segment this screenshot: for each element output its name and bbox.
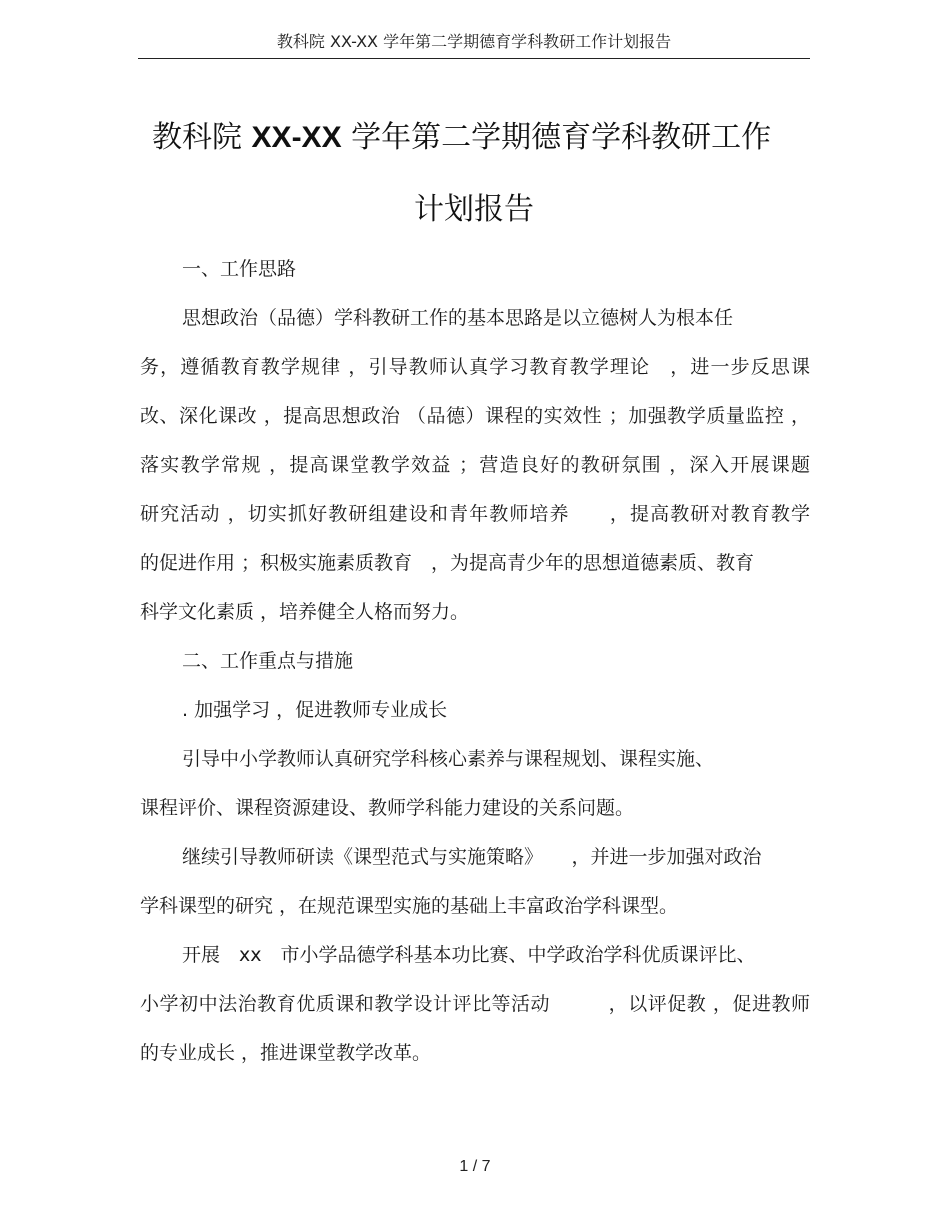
- section-heading-key-measures: 二、工作重点与措施: [182, 650, 354, 672]
- paragraph-line: 研究活动 ，切实抓好教研组建设和青年教师培养 ，提高教研对教育教学: [140, 503, 810, 525]
- paragraph-line: 的促进作用 ；积极实施素质教育 ，为提高青少年的思想道德素质、教育: [140, 552, 755, 574]
- paragraph-line: 继续引导教师研读《课型范式与实施策略》 ，并进一步加强对政治: [182, 846, 762, 868]
- paragraph-line: 科学文化素质 ，培养健全人格而努力。: [140, 601, 470, 623]
- title-prefix: 教科院: [152, 120, 252, 155]
- paragraph-line: 学科课型的研究 ，在规范课型实施的基础上丰富政治学科课型。: [140, 895, 679, 917]
- paragraph-line: 思想政治（品德）学科教研工作的基本思路是以立德树人为根本任: [182, 307, 734, 329]
- paragraph-line: 务，遵循教育教学规律 ，引导教师认真学习教育教学理论 ，进一步反思课: [140, 356, 810, 378]
- section-heading-work-approach: 一、工作思路: [182, 258, 297, 280]
- document-title-line-1: [152, 112, 824, 156]
- document-title-line-2: 计划报告: [414, 192, 534, 227]
- paragraph-line: 小学初中法治教育优质课和教学设计评比等活动 ，以评促教 ，促进教师: [140, 993, 810, 1015]
- paragraph-line: 改、深化课改 ，提高思想政治 （品德）课程的实效性 ；加强教学质量监控 ，: [140, 405, 810, 427]
- paragraph-line: 落实教学常规 ，提高课堂教学效益 ；营造良好的教研氛围 ，深入开展课题: [140, 454, 810, 476]
- paragraph-line: 的专业成长 ，推进课堂教学改革。: [140, 1042, 432, 1064]
- title-suffix: 学年第二学期德育学科教研工作: [341, 120, 772, 155]
- subsection-heading: . 加强学习 ，促进教师专业成长: [182, 699, 448, 721]
- page-number: 1 / 7: [459, 1158, 491, 1175]
- paragraph-line: 课程评价、课程资源建设、教师学科能力建设的关系问题。: [140, 797, 635, 819]
- title-year-range: XX-XX: [251, 121, 342, 154]
- paragraph-line: 引导中小学教师认真研究学科核心素养与课程规划、课程实施、: [182, 748, 715, 770]
- paragraph-line: 开展 xx 市小学品德学科基本功比赛、中学政治学科优质课评比、: [182, 944, 756, 966]
- running-header: 教科院 XX-XX 学年第二学期德育学科教研工作计划报告: [138, 30, 810, 59]
